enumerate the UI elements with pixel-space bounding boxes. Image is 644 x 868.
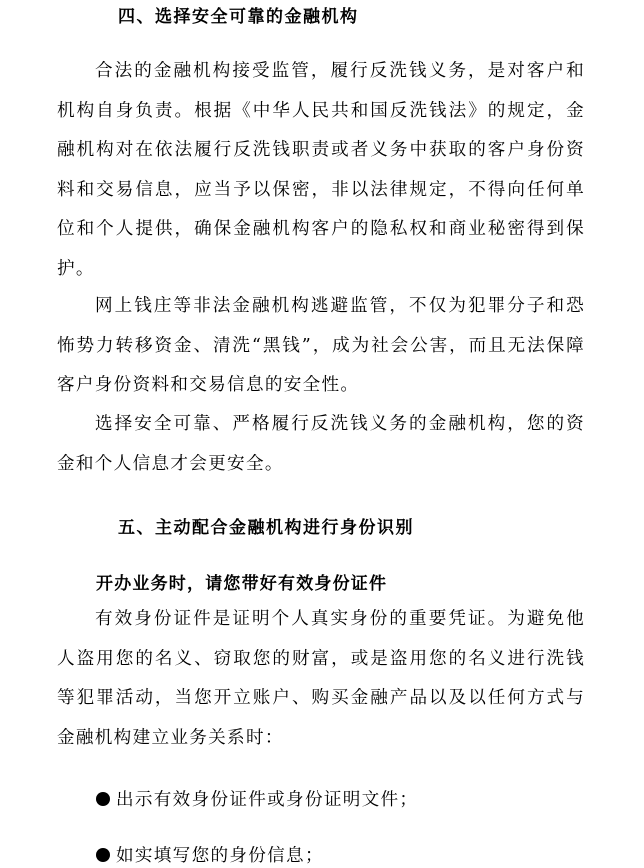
section-5-subheading: 开办业务时，请您带好有效身份证件	[96, 574, 388, 594]
bullet-dot-icon	[96, 792, 110, 806]
bullet-dot-icon	[96, 848, 110, 862]
bullet-item-text: 出示有效身份证件或身份证明文件；	[116, 790, 419, 810]
section-4-paragraph-3: 选择安全可靠、严格履行反洗钱义务的金融机构，您的资金和个人信息才会更安全。	[57, 414, 585, 474]
bullet-item	[96, 786, 418, 811]
section-4-paragraph-1: 合法的金融机构接受监管，履行反洗钱义务，是对客户和机构自身负责。根据《中华人民共和国反洗钱法》的规定，金融机构对在依法履行反洗钱职责或者义务中获取的客户身份资料和交易信息，应当予以保密，非以法律规定，不得向任何单位和个人提供，确保金融机构客户的隐私权和商业秘密得到保护。	[57, 61, 585, 279]
section-4-heading: 四、选择安全可靠的金融机构	[118, 7, 359, 27]
section-5-paragraph: 有效身份证件是证明个人真实身份的重要凭证。为避免他人盗用您的名义、窃取您的财富，或是盗用您的名义进行洗钱等犯罪活动，当您开立账户、购买金融产品以及以任何方式与金融机构建立业务关系时：	[57, 609, 585, 748]
bullet-item	[96, 842, 324, 867]
bullet-item-text: 如实填写您的身份信息；	[116, 846, 324, 866]
section-4-paragraph-2: 网上钱庄等非法金融机构逃避监管，不仅为犯罪分子和恐怖势力转移资金、清洗“黑钱”，成为社会公害，而且无法保障客户身份资料和交易信息的安全性。	[57, 296, 585, 395]
section-5-heading: 五、主动配合金融机构进行身份识别	[118, 518, 414, 538]
